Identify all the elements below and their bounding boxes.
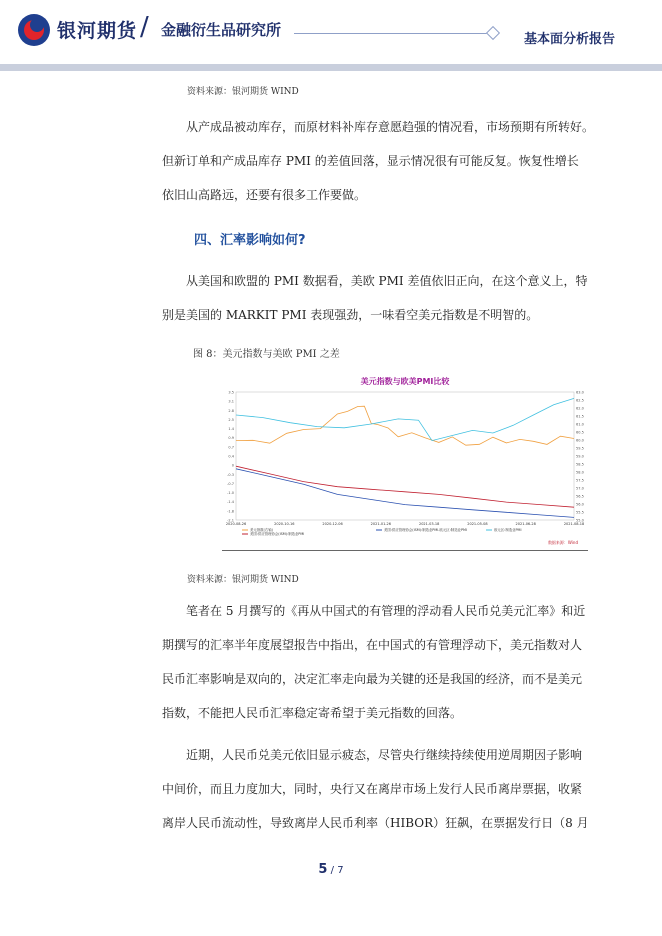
left-axis-tick: -1.8 [227, 509, 234, 514]
series-line [236, 466, 574, 507]
left-axis-tick: 0.7 [228, 445, 234, 450]
dollar-index-pmi-chart [222, 370, 588, 551]
report-type: 基本面分析报告 [524, 32, 616, 47]
x-axis-tick: 2021-05-08 [467, 522, 488, 526]
paragraph-line: 笔者在 5 月撰写的《再从中国式的有管理的浮动看人民币兑美元汇率》和近 [186, 604, 586, 618]
current-page: 5 [318, 862, 328, 877]
x-axis-tick: 2021-08-18 [563, 522, 585, 526]
x-axis-tick: 2020-10-16 [274, 522, 295, 526]
paragraph-line: 期撰写的汇率半年度展望报告中指出，在中国式的有管理浮动下，美元指数对人 [162, 638, 583, 652]
right-axis-tick: 55.0 [576, 518, 584, 523]
left-axis-tick: -1.0 [227, 491, 234, 496]
paragraph-line: 但新订单和产成品库存 PMI 的差值回落，显示情况很有可能反复。恢复性增长 [162, 154, 579, 168]
right-axis-tick: 62.5 [576, 398, 584, 403]
right-axis-tick: 57.0 [576, 486, 584, 491]
series-line [236, 398, 574, 440]
figure-caption: 图 8：美元指数与美欧 PMI 之差 [193, 349, 340, 360]
page-header [0, 0, 662, 72]
total-pages: 7 [337, 865, 344, 876]
legend-entry: 美国:供应管理协会(ISM):制造业PMI-欧元区:制造业PMI [384, 528, 467, 532]
chart-title: 美元指数与欧美PMI比较 [360, 377, 450, 386]
left-axis-tick: 0.9 [228, 436, 234, 441]
page-number [0, 858, 662, 877]
header-decor-line [294, 33, 490, 34]
x-axis-tick: 2021-01-26 [370, 522, 392, 526]
page-separator: / [327, 865, 338, 876]
paragraph-4 [162, 738, 624, 840]
left-axis-tick: -0.3 [227, 472, 234, 477]
chart-svg [222, 370, 588, 550]
paragraph-3 [162, 594, 624, 730]
left-axis-tick: -0.7 [227, 481, 234, 486]
left-axis-tick: 3.5 [228, 390, 234, 395]
paragraph-line: 别是美国的 MARKIT PMI 表现强劲，一味看空美元指数是不明智的。 [162, 308, 539, 322]
chart-source-note: 数据来源：Wind [547, 540, 578, 545]
x-axis-tick: 2021-03-18 [418, 522, 440, 526]
left-axis-tick: 1.4 [228, 427, 234, 432]
right-axis-tick: 60.0 [576, 438, 584, 443]
plot-frame [236, 392, 574, 520]
x-axis-tick: 2020-08-26 [225, 522, 247, 526]
series-line [236, 469, 574, 518]
source-note-top: 资料来源：银河期货 WIND [187, 87, 299, 97]
left-axis-tick: -1.4 [227, 500, 234, 505]
paragraph-line: 指数，不能把人民币汇率稳定寄希望于美元指数的回落。 [162, 706, 463, 720]
right-axis-tick: 60.5 [576, 430, 584, 435]
right-axis-tick: 59.0 [576, 454, 584, 459]
paragraph-line: 从美国和欧盟的 PMI 数据看，美欧 PMI 差值依旧正向，在这个意义上，特 [186, 274, 588, 288]
legend-entry: 美元指数(右轴) [250, 528, 273, 532]
left-axis-tick: 0.4 [228, 454, 234, 459]
paragraph-line: 离岸人民币流动性，导致离岸人民币利率（HIBOR）狂飙，在票据发行日（8 月 [162, 816, 589, 830]
right-axis-tick: 56.5 [576, 494, 584, 499]
right-axis-tick: 63.0 [576, 390, 584, 395]
legend-entry: 欧元区:制造业PMI [494, 528, 522, 532]
right-axis-tick: 57.5 [576, 478, 584, 483]
paragraph-2 [162, 264, 624, 332]
left-axis-tick: 0 [231, 463, 234, 468]
galaxy-futures-logo-icon [18, 14, 50, 46]
right-axis-tick: 61.5 [576, 414, 584, 419]
paragraph-line: 依旧山高路远，还要有很多工作要做。 [162, 188, 367, 202]
x-axis-tick: 2021-06-28 [515, 522, 536, 526]
right-axis-tick: 58.0 [576, 470, 584, 475]
institute-name: 金融衍生品研究所 [161, 21, 282, 39]
paragraph-1 [162, 110, 624, 212]
left-axis-tick: -2.1 [227, 518, 234, 523]
brand-separator: / [140, 12, 149, 42]
header-diamond-icon [486, 26, 500, 40]
right-axis-tick: 61.0 [576, 422, 584, 427]
right-axis-tick: 58.5 [576, 462, 584, 467]
source-note-bottom: 资料来源：银河期货 WIND [187, 575, 299, 585]
paragraph-line: 近期，人民币兑美元依旧显示疲态，尽管央行继续持续使用逆周期因子影响 [186, 748, 583, 762]
x-axis-tick: 2020-12-06 [322, 522, 343, 526]
series-line [236, 406, 574, 445]
right-axis-tick: 59.5 [576, 446, 584, 451]
paragraph-line: 从产成品被动库存，而原材料补库存意愿趋强的情况看，市场预期有所转好。 [186, 120, 595, 134]
header-bar [0, 64, 662, 71]
left-axis-tick: 2.5 [228, 417, 234, 422]
section-heading: 四、汇率影响如何? [194, 233, 306, 248]
brand-name: 银河期货 [57, 20, 138, 42]
right-axis-tick: 55.5 [576, 510, 584, 515]
right-axis-tick: 62.0 [576, 406, 584, 411]
paragraph-line: 中间价，而且力度加大，同时，央行又在离岸市场上发行人民币离岸票据，收紧 [162, 782, 583, 796]
paragraph-line: 民币汇率影响是双向的，决定汇率走向最为关键的还是我国的经济，而不是美元 [162, 672, 583, 686]
legend-entry: 美国:供应管理协会(ISM):制造业PMI [250, 532, 305, 536]
right-axis-tick: 56.0 [576, 502, 584, 507]
left-axis-tick: 3.1 [228, 399, 234, 404]
left-axis-tick: 2.8 [228, 408, 234, 413]
